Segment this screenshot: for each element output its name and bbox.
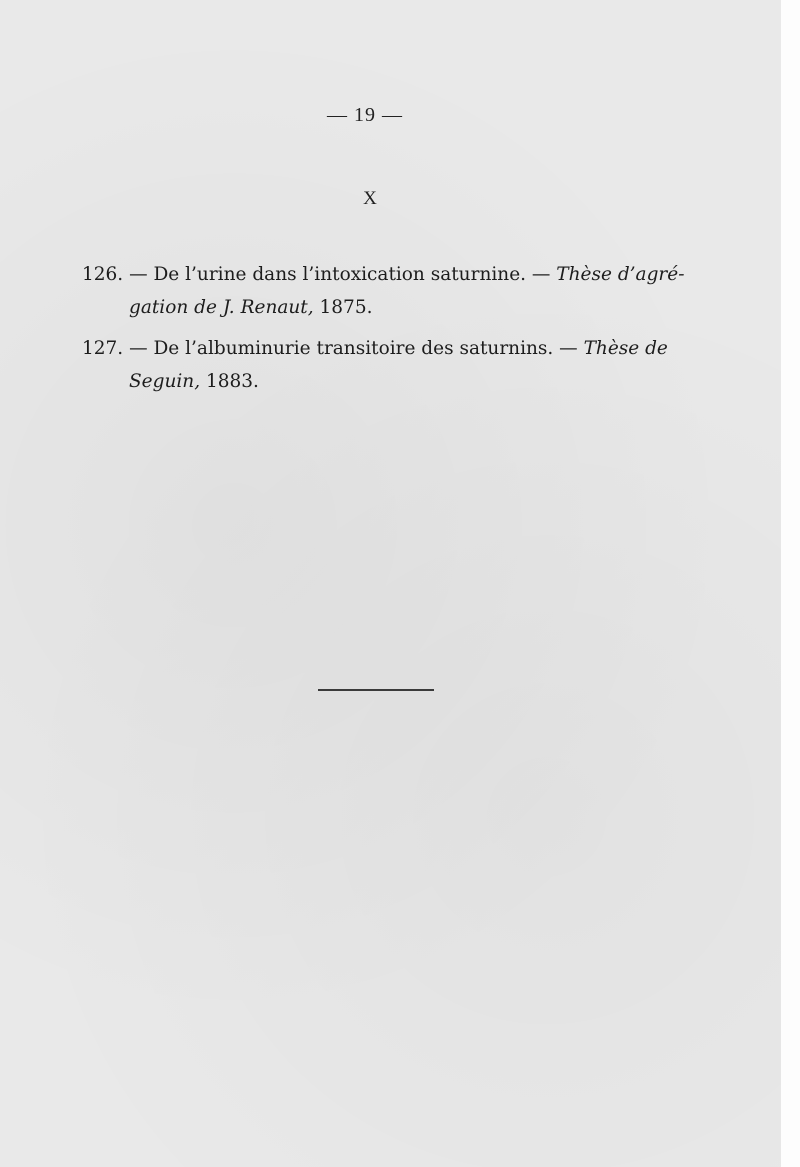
section-heading: X	[363, 188, 377, 209]
section-divider	[318, 689, 434, 691]
entry-source: gation de J. Renaut,	[129, 297, 314, 318]
entry-title: — De l’urine dans l’intoxication saturnine. —	[123, 264, 557, 285]
bibliography-list	[82, 258, 685, 406]
bleed-through-text	[120, 430, 125, 452]
entry-year: 1875.	[313, 297, 373, 318]
entry-line	[82, 332, 682, 365]
bibliography-entry	[82, 332, 682, 398]
page-number: — 19 —	[327, 104, 403, 126]
entry-title: — De l’albuminurie transitoire des saturnins. —	[123, 338, 584, 359]
entry-line-continued	[82, 291, 682, 324]
entry-source: Thèse de	[583, 338, 668, 359]
entry-number: 127.	[82, 338, 124, 359]
scan-margin	[781, 0, 800, 1167]
entry-line	[82, 258, 685, 291]
entry-line-continued	[82, 365, 682, 398]
entry-number: 126.	[82, 264, 124, 285]
entry-source: Thèse d’agré-	[556, 264, 685, 285]
bibliography-entry	[82, 258, 685, 324]
entry-year: 1883.	[200, 371, 259, 392]
entry-source: Seguin,	[129, 371, 201, 392]
